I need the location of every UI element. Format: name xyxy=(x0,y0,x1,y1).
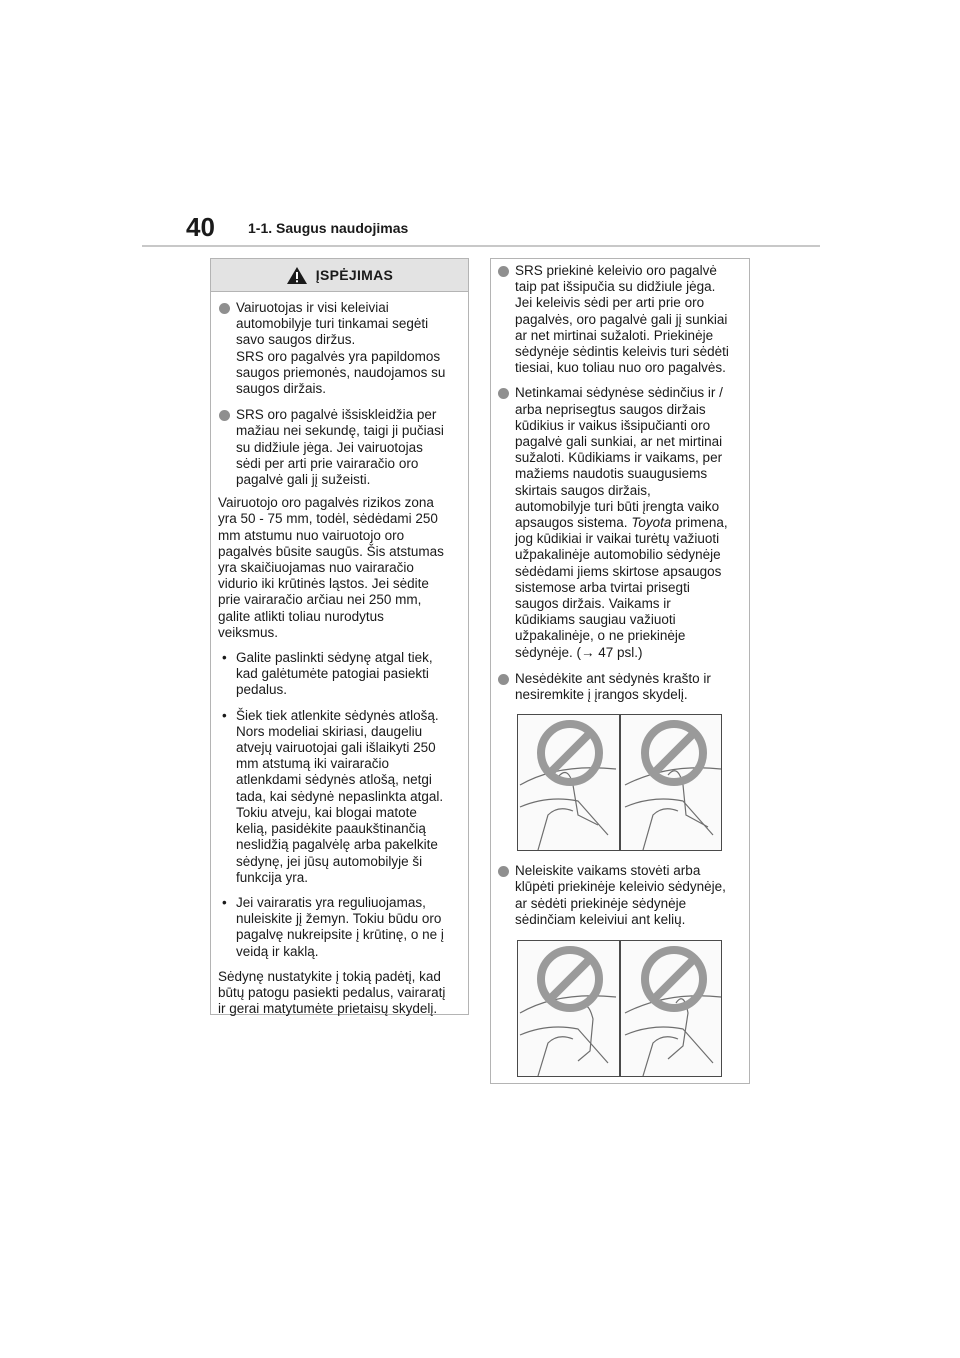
sub-item-marker: • xyxy=(222,894,227,910)
illustration-seat-edge xyxy=(517,714,722,851)
prohibition-sign-icon xyxy=(645,724,703,782)
warning-content xyxy=(218,292,460,1017)
warning-sub-item xyxy=(218,650,460,699)
illustration-divider xyxy=(619,715,621,850)
illustration-divider xyxy=(619,941,621,1076)
warning-bullet-text: SRS oro pagalvė išsiskleidžia per mažiau nei sekundę, taigi ji pučiasi su didžiule jėga. Jei vairuotojas sėdi per arti prie vairaračio oro pagalvė gali jį sužeisti. xyxy=(236,407,444,488)
bullet-dot-icon xyxy=(219,410,230,421)
continuation-bullet xyxy=(497,671,741,703)
page-number: 40 xyxy=(186,212,215,242)
sub-item-marker: • xyxy=(222,707,227,723)
bullet-text: Nesėdėkite ant sėdynės krašto ir nesiremkite į įrangos skydelį. xyxy=(515,670,711,703)
bullet-dot-icon xyxy=(498,388,509,399)
warning-triangle-icon xyxy=(286,266,308,285)
warning-bullet-text: Vairuotojas ir visi keleiviai automobilyje turi tinkamai segėti savo saugos diržus. SRS oro pagalvės yra papildomos saugos priemonės, naudojamos su saugos diržais. xyxy=(236,300,446,397)
section-title: 1-1. Saugus naudojimas xyxy=(248,220,409,236)
sub-item-marker: • xyxy=(222,650,227,666)
bullet-dot-icon xyxy=(219,303,230,314)
continuation-bullet xyxy=(497,263,741,376)
warning-header xyxy=(211,259,468,292)
sub-item-text: Jei vairaratis yra reguliuojamas, nuleiskite jį žemyn. Tokiu būdu oro pagalvę nukreipsite į krūtinę, o ne į veidą ir kaklą. xyxy=(236,894,444,959)
prohibition-sign-icon xyxy=(541,950,599,1008)
sub-item-text: Šiek tiek atlenkite sėdynės atlošą. Nors modeliai skiriasi, daugeliu atvejų vairuotojai gali išlaikyti 250 mm atstumą iki vairaračio atlenkdami sėdynės atlošą, netgi tada, kai sėdynė nepaslinkta atgal. Tokiu atveju, kai blogai matote kelią, pasidėkite paaukštinančią neslidžią pagalvėlę arba pakelkite sėdynę, jei jūsų automobilyje ši funkcija yra. xyxy=(236,707,444,885)
warning-box xyxy=(210,258,469,1015)
prohibition-sign-icon xyxy=(541,724,599,782)
header-rule xyxy=(142,245,820,247)
warning-paragraph: Sėdynę nustatykite į tokią padėtį, kad būtų patogu pasiekti pedalus, vairaratį ir gerai matytumėte prietaisų skydelį. xyxy=(218,968,446,1017)
page-header xyxy=(142,212,820,246)
sub-item-text: Galite paslinkti sėdynę atgal tiek, kad galėtumėte patogiai pasiekti pedalus. xyxy=(236,650,433,698)
bullet-text-start: Netinkamai sėdynėse sėdinčius ir / arba neprisegtus saugos diržais kūdikius ir vaikus išsipučianti oro pagalvė gali sunkiai, ar net mirtinai sužaloti. Kūdikiams ir vaikams, per mažiems naudotis suaugusiems skirtais saugos diržais, automobilyje turi būti įrengta vaiko apsaugos sistema. xyxy=(515,385,723,531)
warning-continuation-box xyxy=(490,258,750,1084)
warning-bullet xyxy=(218,407,460,488)
prohibition-sign-icon xyxy=(645,950,703,1008)
bullet-dot-icon xyxy=(498,266,509,277)
warning-sub-item xyxy=(218,895,460,960)
warning-sub-item xyxy=(218,708,460,886)
bullet-dot-icon xyxy=(498,866,509,877)
continuation-content xyxy=(497,263,741,1077)
bullet-text: Neleiskite vaikams stovėti arba klūpėti priekinėje keleivio sėdynėje, ar sėdėti priekinėje sėdynėje sėdinčiam keleiviui ant kelių. xyxy=(515,863,726,927)
bullet-text-end: primena, jog kūdikiai ir vaikai turėtų važiuoti užpakalinėje automobilio sėdynėje sėdėdami jiems skirtose apsaugos sistemose arba tvirtai prisegti saugos diržais. Vaikams ir kūdikiams saugiau važiuoti užpakalinėje, o ne priekinėje sėdynėje. (→ 47 psl.) xyxy=(515,515,728,660)
illustration-child-standing xyxy=(517,940,722,1077)
continuation-bullet xyxy=(497,385,741,660)
warning-paragraph: Vairuotojo oro pagalvės rizikos zona yra 50 - 75 mm, todėl, sėdėdami 250 mm atstumu nuo vairuotojo oro pagalvės būsite saugūs. Šis atstumas yra skaičiuojamas nuo vairaračio vidurio iki krūtinės ląstos. Jei sėdite prie vairaračio arčiau nei 250 mm, galite atlikti toliau nurodytus veiksmus. xyxy=(218,495,444,640)
warning-title: ĮSPĖJIMAS xyxy=(315,267,394,283)
brand-name: Toyota xyxy=(631,515,672,531)
bullet-text xyxy=(515,385,741,660)
bullet-dot-icon xyxy=(498,674,509,685)
warning-bullet xyxy=(218,300,460,397)
bullet-text: SRS priekinė keleivio oro pagalvė taip pat išsipučia su didžiule jėga. Jei keleivis sėdi per arti prie oro pagalvės, oro pagalvė gali jį sunkiai ar net mirtinai sužaloti. Priekinėje sėdynėje sėdintis keleivis turi sėdėti tiesiai, kuo toliau nuo oro pagalvės. xyxy=(515,263,729,376)
continuation-bullet xyxy=(497,863,741,928)
